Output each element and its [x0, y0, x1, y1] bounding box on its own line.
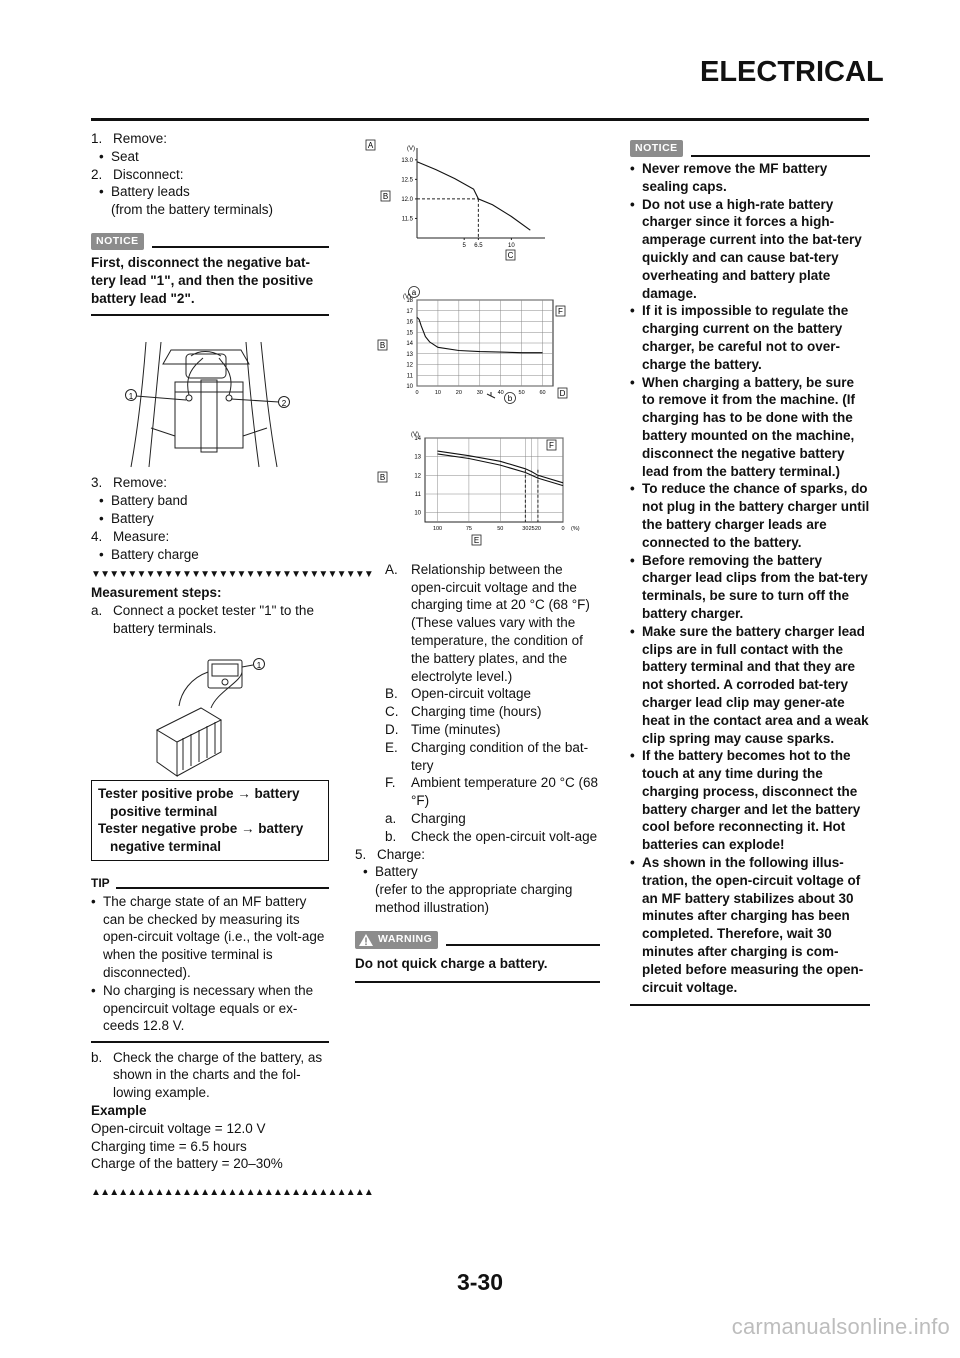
unit-label: (V) — [407, 146, 415, 152]
sub-note: (refer to the appropriate charging method illustration) — [375, 882, 573, 915]
charging-charts — [355, 134, 600, 554]
example-line: Charging time = 6.5 hours — [91, 1138, 247, 1154]
caption-item: E. Charging condition of the bat-tery — [385, 739, 589, 773]
y-tick-label: 10 — [414, 510, 421, 517]
y-axis-letter: B — [379, 473, 386, 482]
notice-item: • Do not use a high-rate battery charger since it forces a high-amperage current into the bat-tery quickly and can cause bat-tery overheating and battery plate damage. — [630, 196, 862, 301]
x-tick-label: 6.5 — [474, 243, 483, 249]
step-5: 5. Charge: — [355, 846, 426, 862]
y-tick-label: 11 — [406, 373, 413, 380]
y-tick-label: 13.0 — [401, 157, 413, 164]
corner-letter-f: F — [558, 307, 563, 316]
x-tick-label: 60 — [539, 390, 546, 396]
notice-item: • Before removing the battery charger lead clips from the bat-tery terminals, be sure to turn off the battery charger. — [630, 552, 868, 621]
x-tick-label: 20 — [534, 526, 541, 532]
plot-frame — [425, 438, 563, 522]
step-1 — [91, 130, 329, 148]
notice-item: • To reduce the chance of sparks, do not plug in the battery charger until the battery charger leads are connected to the battery. — [630, 481, 870, 550]
x-tick-label: 20 — [455, 390, 462, 396]
probe-line: Tester negative probe → battery negative terminal — [98, 821, 304, 855]
step-b: b. Check the charge of the battery, as shown in the charts and the fol-lowing example. — [91, 1049, 323, 1101]
step-4: 4. Measure: — [91, 528, 170, 544]
caption-item: a. Charging — [385, 810, 466, 826]
example-heading: Example — [91, 1103, 147, 1118]
notice-item: • If the battery becomes hot to the touch at any time during the charging process, disconnect the battery charger and let the battery cool before reconnecting it. Hot batteries can explode! — [630, 748, 861, 853]
x-axis-letter: C — [507, 251, 514, 260]
caption-item: D. Time (minutes) — [385, 721, 501, 737]
tip-item: • No charging is necessary when the opencircuit voltage equals or ex-ceeds 12.8 V. — [91, 982, 314, 1034]
watermark: carmanualsonline.info — [731, 1314, 950, 1339]
battery-location-figure — [91, 332, 329, 472]
x-tick-label: 10 — [434, 390, 441, 396]
y-tick-label: 10 — [406, 384, 413, 390]
x-tick-label: 25 — [528, 526, 535, 532]
y-tick-label: 14 — [406, 341, 413, 347]
notice-item: • When charging a battery, be sure to remove it from the machine. (If charging has to be done with the battery mounted on the machine, disconnect the negative battery lead from the battery terminal.) — [630, 374, 856, 479]
tip-rule — [91, 1041, 329, 1043]
x-tick-label: 50 — [497, 526, 504, 532]
list-item: • Battery charge — [99, 546, 199, 562]
page-number: 3-30 — [456, 1269, 504, 1295]
x-tick-label: 10 — [508, 243, 515, 249]
x-tick-label: 0 — [415, 390, 419, 396]
y-tick-label: 18 — [406, 298, 413, 304]
list-item: • Seat — [99, 148, 139, 164]
notice-item: • If it is impossible to regulate the charging current on the battery charger, be careful not to over-charge the battery. — [630, 303, 849, 372]
chart-letter-a: A — [367, 141, 374, 150]
x-tick-label: 5 — [462, 243, 466, 249]
caption-item: b. Check the open-circuit volt-age — [385, 828, 598, 844]
y-tick-label: 11.5 — [401, 216, 413, 223]
notice-badge: NOTICE — [630, 140, 683, 157]
header-rule — [91, 118, 869, 121]
marker-a: a — [411, 288, 417, 297]
x-tick-label: 30 — [522, 526, 529, 532]
caption-item: A. Relationship between the open-circuit voltage and the charging time at 20 °C (68 °F) (These values vary with the temperature, the condition of the battery plates, and the electrolyte level.) — [385, 561, 590, 684]
y-axis-letter: B — [382, 192, 389, 201]
x-axis-letter: E — [473, 536, 480, 545]
notice-list — [630, 160, 870, 996]
callout-2: 2 — [281, 399, 287, 409]
warning-rule — [355, 981, 600, 983]
marker-b: b — [507, 394, 513, 403]
notice-text: First, disconnect the negative bat-tery lead "1", and then the positive battery lead "2". — [91, 254, 314, 306]
example-line: Charge of the battery = 20–30% — [91, 1156, 283, 1172]
y-tick-label: 12 — [406, 362, 413, 369]
tip-header — [91, 875, 329, 893]
y-tick-label: 13 — [414, 454, 421, 461]
right-column — [630, 140, 870, 1006]
list-item: • Battery — [99, 510, 154, 526]
y-tick-label: 16 — [406, 319, 413, 326]
list-item: • Battery leads — [99, 184, 190, 200]
chart-voltage-vs-charging-time — [366, 140, 545, 260]
sub-note: (from the battery terminals) — [111, 202, 274, 218]
chart-captions — [355, 561, 600, 846]
unit-label: (V) — [403, 294, 411, 300]
arrow-b — [487, 392, 495, 398]
caption-item: B. Open-circuit voltage — [385, 686, 532, 702]
middle-column — [355, 134, 600, 983]
notice-rule — [630, 1004, 870, 1006]
left-column — [91, 130, 374, 1199]
x-unit-label: (%) — [571, 526, 580, 532]
y-tick-label: 12.0 — [401, 196, 413, 203]
warning-header — [355, 931, 600, 949]
x-tick-label: 75 — [465, 526, 472, 532]
step-number: 1. — [91, 131, 103, 146]
tip-label: TIP — [91, 875, 110, 890]
unit-label: (V) — [411, 432, 419, 438]
corner-letter-f: F — [549, 441, 554, 450]
y-tick-label: 13 — [406, 351, 413, 358]
x-tick-label: 0 — [561, 526, 565, 532]
chart-voltage-vs-charge-condition — [378, 432, 580, 545]
steps-start-marker: ▼▼▼▼▼▼▼▼▼▼▼▼▼▼▼▼▼▼▼▼▼▼▼▼▼▼▼▼▼▼▼ — [91, 569, 374, 581]
notice-item: • Never remove the MF battery sealing caps. — [630, 161, 828, 194]
chart-voltage-vs-time-minutes — [378, 287, 567, 404]
y-tick-label: 17 — [406, 308, 413, 315]
step-a: a. Connect a pocket tester "1" to the battery terminals. — [91, 603, 314, 636]
warning-icon — [358, 933, 374, 947]
y-tick-label: 11 — [414, 492, 421, 498]
notice-badge: NOTICE — [91, 233, 144, 250]
y-tick-label: 12 — [414, 473, 421, 480]
x-tick-label: 50 — [518, 390, 525, 396]
step-label: Remove: — [113, 131, 168, 146]
warning-text: Do not quick charge a battery. — [355, 955, 548, 971]
list-item: • Battery — [363, 864, 418, 880]
notice-item: • As shown in the following illus-tration, the open-circuit voltage of an MF battery stabilizes about 30 minutes after charging has been completed. Therefore, wait 30 minutes after charging is com-pleted before measuring the open-circuit voltage. — [630, 855, 864, 995]
caption-item: C. Charging time (hours) — [385, 704, 542, 720]
warning-badge: WARNING — [355, 931, 438, 949]
callout-1: 1 — [128, 392, 134, 402]
list-item: • Battery band — [99, 493, 188, 509]
y-axis-letter: B — [379, 341, 386, 350]
tip-item: • The charge state of an MF battery can be checked by measuring its open-circuit voltage (i.e., the volt-age when the positive terminal is disconnected). — [91, 893, 325, 980]
probe-connection-box — [91, 780, 329, 861]
x-tick-label: 30 — [476, 390, 483, 396]
notice-header — [91, 233, 329, 250]
x-tick-label: 40 — [497, 390, 504, 396]
page-title: ELECTRICAL — [700, 56, 884, 88]
callout-1: 1 — [256, 660, 262, 670]
notice-rule — [91, 314, 329, 316]
notice-header — [630, 140, 870, 157]
step-2: 2. Disconnect: — [91, 166, 184, 182]
x-tick-label: 100 — [432, 526, 443, 532]
probe-line: Tester positive probe → battery positive terminal — [98, 785, 300, 819]
example-line: Open-circuit voltage = 12.0 V — [91, 1120, 266, 1136]
y-tick-label: 12.5 — [401, 177, 413, 184]
steps-heading: Measurement steps: — [91, 585, 222, 601]
step-3: 3. Remove: — [91, 475, 168, 491]
steps-end-marker: ▲▲▲▲▲▲▲▲▲▲▲▲▲▲▲▲▲▲▲▲▲▲▲▲▲▲▲▲▲▲▲ — [91, 1187, 374, 1199]
x-axis-letter: D — [559, 389, 566, 398]
pocket-tester-figure — [91, 642, 329, 778]
y-tick-label: 14 — [414, 436, 421, 442]
notice-item: • Make sure the battery charger lead clips are in full contact with the battery terminal and that they are not shorted. A corroded bat-tery charger lead clip may gener-ate heat in the contact area and a weak clip spring may cause sparks. — [630, 623, 869, 746]
series-line — [417, 162, 530, 230]
y-tick-label: 15 — [406, 330, 413, 337]
caption-item: F. Ambient temperature 20 °C (68 °F) — [385, 775, 598, 809]
